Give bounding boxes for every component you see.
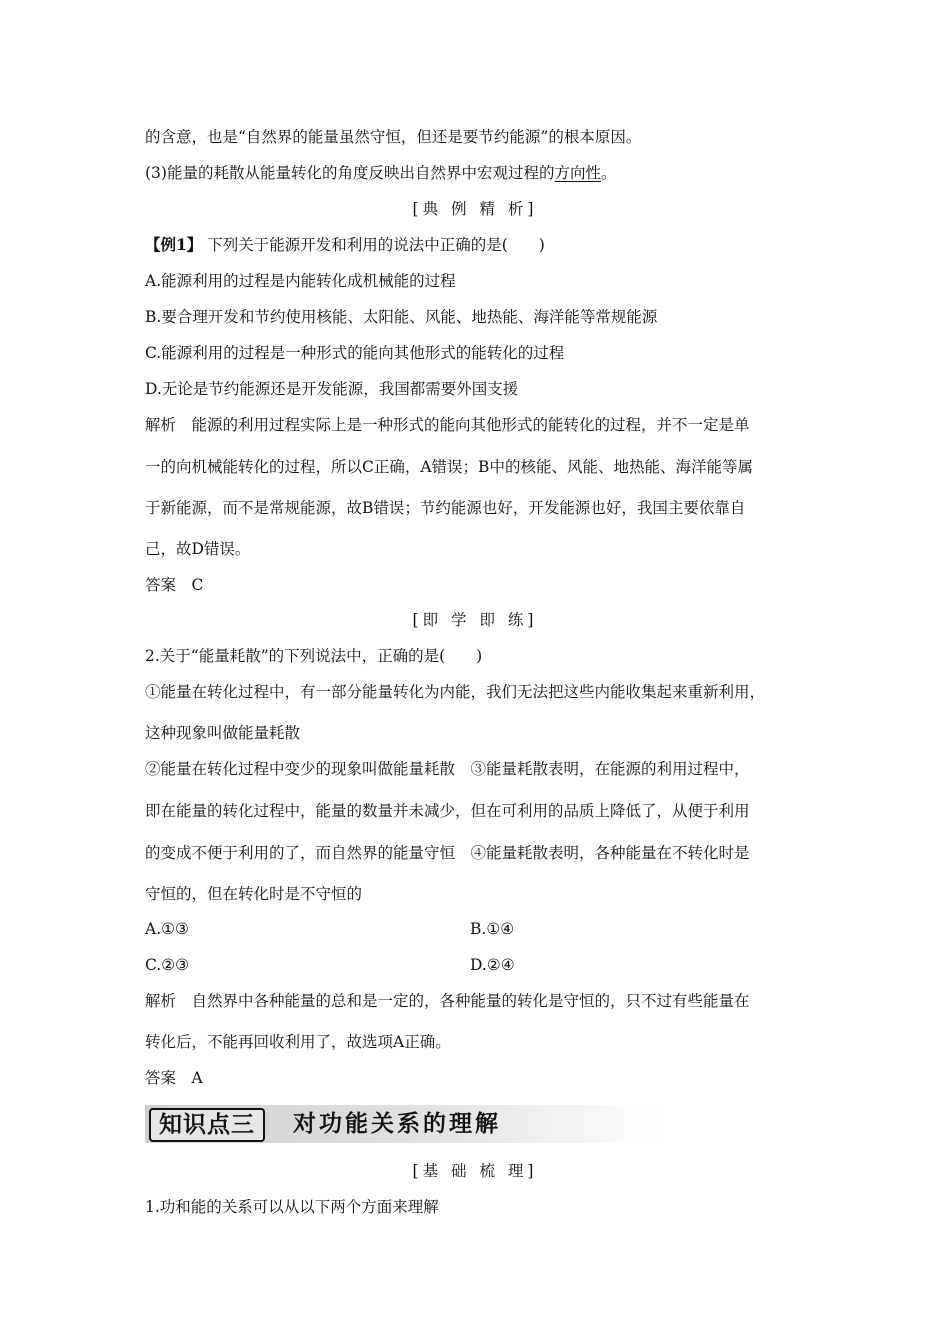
direction-term: 方向性 [554,164,601,182]
practice-heading: [即 学 即 练] [412,611,538,629]
example-question-text: 下列关于能源开发和利用的说法中正确的是( ) [202,236,545,254]
example-analysis-line: 己，故D错误。 [145,540,251,558]
example-option-a: A.能源利用的过程是内能转化成机械能的过程 [145,272,456,290]
intro-line-2-after: 。 [600,164,617,182]
example-option-c: C.能源利用的过程是一种形式的能向其他形式的能转化的过程 [145,344,565,362]
practice-analysis-line: 转化后，不能再回收利用了，故选项A正确。 [145,1033,451,1051]
practice-statement-line: 守恒的，但在转化时是不守恒的 [145,885,363,903]
intro-line-2-before: (3)能量的耗散从能量转化的角度反映出自然界中宏观过程的 [145,164,555,182]
basics-line-1: 1.功和能的关系可以从以下两个方面来理解 [145,1198,439,1216]
practice-option-b: B.①④ [470,920,515,938]
intro-line-2 [145,162,617,184]
knowledge-point-title: 对功能关系的理解 [293,1111,501,1137]
example-answer: 答案 C [145,576,204,594]
practice-option-c: C.②③ [145,956,190,974]
example-question [145,234,545,256]
example-heading: [典 例 精 析] [412,200,538,218]
example-analysis-line: 于新能源，而不是常规能源，故B错误；节约能源也好，开发能源也好，我国主要依靠自 [145,499,746,517]
practice-statement-line: 这种现象叫做能量耗散 [145,724,301,742]
practice-statement-line: ②能量在转化过程中变少的现象叫做能量耗散 ③能量耗散表明，在能源的利用过程中， [145,760,750,778]
practice-statement-line: 即在能量的转化过程中，能量的数量并未减少，但在可利用的品质上降低了，从便于利用 [145,802,750,820]
example-label: 【例1】 [145,235,203,254]
basics-heading: [基 础 梳 理] [412,1162,538,1180]
practice-answer: 答案 A [145,1069,203,1087]
knowledge-point-banner [145,1105,665,1143]
practice-option-a: A.①③ [145,920,189,938]
practice-analysis-line: 解析 自然界中各种能量的总和是一定的，各种能量的转化是守恒的，只不过有些能量在 [145,992,750,1010]
example-analysis-line: 一的向机械能转化的过程，所以C正确，A错误；B中的核能、风能、地热能、海洋能等属 [145,458,753,476]
practice-statement-line: ①能量在转化过程中，有一部分能量转化为内能，我们无法把这些内能收集起来重新利用， [145,683,766,701]
example-option-d: D.无论是节约能源还是开发能源，我国都需要外国支援 [145,380,519,398]
example-option-b: B.要合理开发和节约使用核能、太阳能、风能、地热能、海洋能等常规能源 [145,308,658,326]
practice-option-d: D.②④ [470,956,515,974]
practice-question: 2.关于“能量耗散”的下列说法中，正确的是( ) [145,647,483,665]
example-analysis-line: 解析 能源的利用过程实际上是一种形式的能向其他形式的能转化的过程，并不一定是单 [145,416,750,434]
intro-line-1: 的含意，也是“自然界的能量虽然守恒，但还是要节约能源”的根本原因。 [145,128,642,146]
knowledge-point-tag: 知识点三 [149,1108,265,1142]
practice-statement-line: 的变成不便于利用的了，而自然界的能量守恒 ④能量耗散表明，各种能量在不转化时是 [145,844,750,862]
